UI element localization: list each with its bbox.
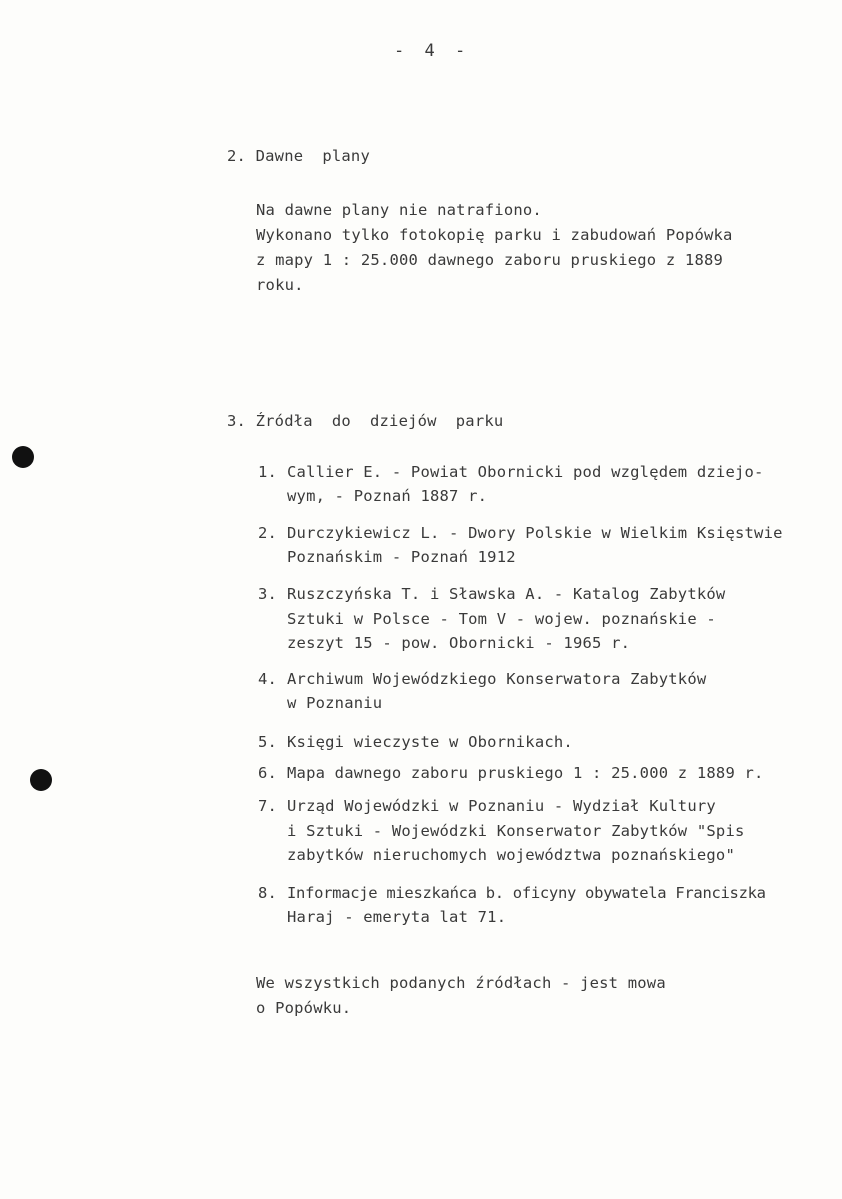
source-item-line: Urząd Wojewódzki w Poznaniu - Wydział Kultury	[287, 797, 716, 815]
source-item-line: i Sztuki - Wojewódzki Konserwator Zabytków "Spis	[287, 822, 745, 840]
source-item-line: Poznańskim - Poznań 1912	[287, 548, 516, 566]
section-2-heading: 2. Dawne plany	[227, 147, 370, 165]
source-item-line: wym, - Poznań 1887 r.	[287, 487, 488, 505]
source-item-line: Mapa dawnego zaboru pruskiego 1 : 25.000 z 1889 r.	[287, 764, 764, 782]
source-item-line: Ruszczyńska T. i Sławska A. - Katalog Zabytków	[287, 585, 726, 603]
source-item-line: zeszyt 15 - pow. Obornicki - 1965 r.	[287, 634, 631, 652]
source-item-number: 4.	[258, 670, 278, 688]
closing-line: We wszystkich podanych źródłach - jest mowa	[256, 974, 666, 992]
section-2-line: roku.	[256, 276, 304, 294]
punch-hole-bottom	[30, 769, 52, 791]
section-3-heading: 3. Źródła do dziejów parku	[227, 412, 504, 430]
source-item-line: Durczykiewicz L. - Dwory Polskie w Wielkim Księstwie	[287, 524, 783, 542]
source-item-number: 8.	[258, 884, 278, 902]
source-item-line: Haraj - emeryta lat 71.	[287, 908, 507, 926]
source-item-line: zabytków nieruchomych województwa poznańskiego"	[287, 846, 735, 864]
section-2-line: Wykonano tylko fotokopię parku i zabudowań Popówka	[256, 226, 733, 244]
source-item-number: 3.	[258, 585, 278, 603]
page-number: - 4 -	[394, 41, 471, 61]
section-2-line: z mapy 1 : 25.000 dawnego zaboru pruskiego z 1889	[256, 251, 724, 269]
source-item-line: Księgi wieczyste w Obornikach.	[287, 733, 573, 751]
source-item-number: 5.	[258, 733, 278, 751]
closing-line: o Popówku.	[256, 999, 352, 1017]
source-item-line: Archiwum Wojewódzkiego Konserwatora Zabytków	[287, 670, 707, 688]
source-item-line: Sztuki w Polsce - Tom V - wojew. poznańskie -	[287, 610, 716, 628]
source-item-number: 7.	[258, 797, 278, 815]
source-item-line: Callier E. - Powiat Obornicki pod względem dziejo-	[287, 463, 764, 481]
section-2-line: Na dawne plany nie natrafiono.	[256, 201, 542, 219]
source-item-number: 2.	[258, 524, 278, 542]
source-item-number: 1.	[258, 463, 278, 481]
punch-hole-top	[12, 446, 34, 468]
source-item-number: 6.	[258, 764, 278, 782]
source-item-line: w Poznaniu	[287, 694, 383, 712]
source-item-line: Informacje mieszkańca b. oficyny obywatela Franciszka	[287, 884, 766, 902]
